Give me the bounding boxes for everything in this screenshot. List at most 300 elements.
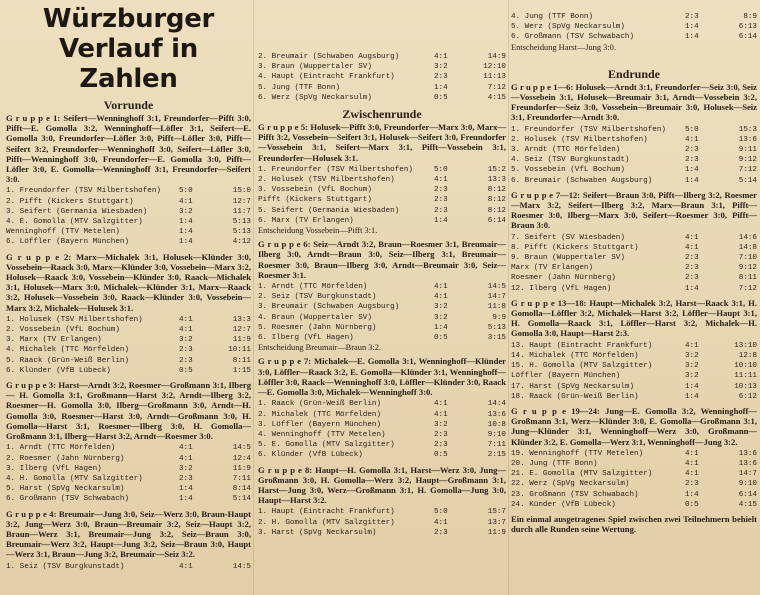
set-score: 9:12 — [738, 156, 757, 165]
group-3-table — [6, 443, 251, 504]
player-name: 5. Roesmer (Jahn Nürnberg) — [258, 323, 377, 332]
set-score: 8:12 — [487, 186, 506, 195]
standings-row — [511, 165, 757, 175]
group-1-6-results: G r u p p e 1—6: Holusek—Arndt 3:1, Freundorfer—Seiz 3:0, Seiz—Vossebein 3:1, Holusek—Breumair 3:1, Arndt—Vossebein 3:2, Freundorfer—Seiz 3:0, Vossebein—Breumair 3:0, Holusek—Seiz 3:1, Freundorfer—Arndt 3:0. — [511, 81, 757, 123]
set-score: 11:7 — [232, 207, 251, 216]
set-score: 9:12 — [738, 264, 757, 273]
set-score: 13:3 — [232, 315, 251, 324]
standings-row — [511, 392, 757, 402]
player-name: 1. Arndt (TTC Mörfelden) — [6, 444, 116, 453]
match-points: 0:5 — [179, 366, 193, 375]
group-5-table — [258, 165, 506, 226]
standings-row — [6, 207, 251, 217]
set-score: 15:3 — [738, 125, 757, 134]
standings-row — [258, 83, 506, 93]
player-name: 6. Ilberg (VfL Hagen) — [258, 334, 354, 343]
match-points: 1:4 — [685, 23, 699, 32]
match-points: 1:4 — [179, 238, 193, 247]
match-points: 1:4 — [179, 485, 193, 494]
match-points: 2:3 — [434, 196, 448, 205]
group-8-note: Entscheidung Harst—Jung 3:0. — [511, 42, 616, 52]
set-score: 5:14 — [232, 495, 251, 504]
match-points: 4:1 — [685, 243, 699, 252]
match-points: 5:0 — [434, 508, 448, 517]
standings-row — [258, 420, 506, 430]
match-points: 2:3 — [434, 441, 448, 450]
set-score: 9:10 — [487, 430, 506, 439]
player-name: 1. Haupt (Eintracht Frankfurt) — [258, 508, 395, 517]
group-6-table — [258, 282, 506, 343]
standings-row — [258, 302, 506, 312]
standings-row — [6, 366, 251, 376]
match-points: 2:3 — [685, 13, 699, 21]
standings-row — [258, 93, 506, 103]
standings-row — [511, 341, 757, 351]
player-name: 13. Haupt (Eintracht Frankfurt) — [511, 341, 653, 350]
match-points: 0:5 — [434, 93, 448, 102]
match-points: 3:2 — [434, 313, 448, 322]
set-score: 14:4 — [487, 400, 506, 409]
match-points: 1:4 — [685, 392, 699, 401]
standings-row — [258, 216, 506, 226]
set-score: 15:0 — [232, 187, 251, 196]
player-name: 5. Raack (Grün-Weiß Berlin) — [6, 356, 130, 365]
set-score: 11:9 — [232, 464, 251, 473]
footer-note: Ein einmal ausgetragenes Spiel zwischen zwei Teilnehmern behielt durch alle Runden seine Wertung. — [511, 513, 757, 535]
match-points: 3:2 — [434, 303, 448, 312]
match-points: 4:1 — [434, 518, 448, 527]
standings-row — [6, 345, 251, 355]
match-points: 4:1 — [179, 444, 193, 453]
player-name: 15. H. Gomolla (MTV Salzgitter) — [511, 362, 653, 371]
set-score: 4:12 — [232, 238, 251, 247]
player-name: 7. Seifert (SV Wiesbaden) — [511, 233, 625, 242]
match-points: 4:1 — [434, 400, 448, 409]
standings-row — [258, 507, 506, 517]
player-name: 5. E. Gomolla (MTV Salzgitter) — [258, 441, 395, 450]
group-19-24-results: G r u p p e 19—24: Jung—E. Gomolla 3:2, Wenninghoff—Großmann 3:1, Werz—Klünder 3:0, E. Gomolla—Großmann 3:1, Jung—Klünder 3:1, Wenninghoff—Werz 3:0, Großmann—Klünder 3:2, E. Gomolla—Werz 3:1, Wenninghoff—Jung 3:2. — [511, 405, 757, 447]
player-name: 3. Ilberg (VfL Hagen) — [6, 464, 102, 473]
match-points: 1:4 — [685, 284, 699, 293]
standings-row — [6, 484, 251, 494]
match-points: 0:5 — [685, 500, 699, 509]
player-name: 4. Wenninghoff (TTV Metelen) — [258, 430, 386, 439]
match-points: 4:1 — [685, 459, 699, 468]
set-score: 12:7 — [232, 197, 251, 206]
set-score: 14:9 — [487, 53, 506, 61]
player-name: 14. Michalek (TTC Mörfelden) — [511, 351, 639, 360]
set-score: 11:9 — [487, 528, 506, 537]
match-points: 4:1 — [685, 341, 699, 350]
set-score: 4:15 — [738, 500, 757, 509]
section-heading-endrunde: Endrunde — [607, 66, 661, 81]
player-name: 6. Marx (TV Erlangen) — [258, 216, 354, 225]
match-points: 2:3 — [434, 430, 448, 439]
match-points: 5:0 — [179, 187, 193, 196]
column-2 — [258, 52, 506, 542]
standings-row — [511, 490, 757, 500]
standings-row — [511, 125, 757, 135]
standings-row — [6, 335, 251, 345]
match-points: 3:2 — [179, 336, 193, 345]
set-score: 13:6 — [738, 449, 757, 458]
match-points: 2:3 — [179, 356, 193, 365]
player-name: 5. Werz (SpVg Neckarsulm) — [511, 23, 625, 32]
standings-row — [511, 233, 757, 243]
set-score: 5:13 — [232, 228, 251, 237]
standings-row — [6, 494, 251, 504]
player-name: 6. Breumair (Schwaben Augsburg) — [511, 176, 653, 185]
match-points: 4:1 — [434, 293, 448, 302]
match-points: 2:3 — [685, 264, 699, 273]
match-points: 4:1 — [434, 283, 448, 292]
player-name: 1. Freundorfer (TSV Milbertshofen) — [6, 187, 161, 196]
match-points: 4:1 — [685, 135, 699, 144]
set-score: 6:14 — [487, 216, 506, 225]
match-points: 4:1 — [179, 315, 193, 324]
set-score: 14:5 — [487, 283, 506, 292]
group-19-24-table — [511, 449, 757, 510]
player-name: 24. Künder (VfB Lübeck) — [511, 500, 616, 509]
set-score: 4:15 — [487, 93, 506, 102]
set-score: 8:9 — [743, 13, 757, 21]
group-4-results: G r u p p e 4: Breumair—Jung 3:0, Seiz—Werz 3:0, Braun-Haupt 3:2, Jung—Werz 3:0, Braun—Breumair 3:2, Seiz—Haupt 3:2, Braun—Werz 3:1, Breumair—Jung 3:2, Seiz—Braun 3:0, Breumair—Werz 3:2, Haupt—Jung 3:2, Seiz—Braun 3:0, Haupt—Werz 3:1, Braun—Jung 3:2, Breumair—Seiz 3:2. — [6, 508, 251, 560]
player-name: 2. Roesmer (Jahn Nürnberg) — [6, 454, 125, 463]
set-score: 8:14 — [232, 485, 251, 494]
set-score: 12:7 — [232, 326, 251, 335]
group-7-results: G r u p p e 7: Michalek—E. Gomolla 3:1, Wenninghoff—Klünder 3:0, Löffler—Raack 3:2, E. Gomolla—Klünder 3:1, Wenninghoff—Löffler 3:0, Raack—Wenninghoff 3:0, Löffler—Klünder 3:0, Raack—E. Gomolla 3:0, Michalek—Wenninghoff 3:0. — [258, 356, 506, 398]
set-score: 7:10 — [738, 254, 757, 263]
set-score: 6:13 — [738, 23, 757, 32]
set-score: 13:6 — [738, 459, 757, 468]
match-points: 2:3 — [685, 254, 699, 263]
group-2-results: G r u p p e 2: Marx—Michalek 3:1, Holusek—Klünder 3:0, Vossebein—Raack 3:0, Marx—Klünder 3:0, Vossebein—Marx 3:2, Holusek—Raack 3:0, Vossebein—Klünder 3:0, Raack—Michalek 3:1, Holusek—Marx 3:0, Michalek—Klünder 3:1, Marx—Raack 3:2, Holusek—Vossebein 3:0, Raack—Klünder 3:0, Vossebein—Marx 3:2, Michalek—Holusek 3:1. — [6, 251, 251, 313]
standings-row — [258, 195, 506, 205]
match-points: 2:3 — [434, 186, 448, 195]
match-points: 1:4 — [179, 228, 193, 237]
group-2-table — [6, 315, 251, 376]
group-13-18-table — [511, 341, 757, 402]
player-name: 18. Raack (Grün-Weiß Berlin) — [511, 392, 639, 401]
match-points: 1:4 — [179, 495, 193, 504]
set-score: 14:7 — [487, 293, 506, 302]
standings-row — [258, 72, 506, 82]
standings-row — [6, 227, 251, 237]
player-name: 8. Pifft (Kickers Stuttgart) — [511, 243, 639, 252]
player-name: 5. Seifert (Germania Wiesbaden) — [258, 206, 400, 215]
group-4-table-continued — [258, 52, 506, 103]
set-score: 9:9 — [492, 313, 506, 322]
standings-row — [258, 450, 506, 460]
player-name: 23. Großmann (TSV Schwabach) — [511, 490, 639, 499]
set-score: 8:11 — [738, 274, 757, 283]
player-name: 1. Freundorfer (TSV Milbertshofen) — [511, 125, 666, 134]
standings-row — [511, 449, 757, 459]
player-name: 1. Arndt (TTC Mörfelden) — [258, 283, 368, 292]
set-score: 8:12 — [487, 206, 506, 215]
set-score: 10:10 — [734, 362, 757, 371]
match-points: 0:5 — [434, 334, 448, 343]
match-points: 2:3 — [685, 480, 699, 489]
match-points: 1:4 — [685, 176, 699, 185]
standings-row — [511, 32, 757, 42]
group-1-results: G r u p p e 1: Seifert—Wenninghoff 3:1, Freundorfer—Pifft 3:0, Pifft—E. Gomolla 3:2, Wenninghoff—Löfler 3:1, Seifert—E. Gomolla 3:0, Freundorfer—Löfler 3:0, Pifft—Löfler 3:0, Pifft—Seifert 3:2, Freundorfer—Wenninghoff 3:0, Seifert—Löfler 3:0, Pifft—Wenninghoff 3:0, Freundorfer—E. Gomolla 3:0, Pifft—Löfler 3:0, E. Gomolla—Wenninghoff 3:1, Freundorfer—Seifert 3:0. — [6, 113, 251, 185]
standings-row — [6, 186, 251, 196]
player-name: 3. Löffler (Bayern München) — [258, 420, 382, 429]
player-name: 4. Seiz (TSV Burgkunstadt) — [511, 156, 630, 165]
group-3-results: G r u p p e 3: Harst—Arndt 3:2, Roesmer—Großmann 3:1, Ilberg — H. Gomolla 3:1, Großmann—Harst 3:2, Arndt—Ilberg 3:2, Roesmer—H. Gomolla 3:0, Ilberg—Großmann 3:0, Arndt—H. Gomolla 3:0, Roesmer—Harst 3:0, Arndt—Großmann 3:0, H. Gomolla—Harst 3:1, Roesmer—Ilberg 3:0, H. Gomolla—Großmann 3:1, Ilberg—Harst 3:2, Arndt—Roesmer 3:0. — [6, 380, 251, 442]
standings-row — [6, 237, 251, 247]
player-name: 20. Jung (TTF Bonn) — [511, 459, 598, 468]
player-name: 3. Marx (TV Erlangen) — [6, 336, 102, 345]
set-score: 7:12 — [738, 166, 757, 175]
standings-row — [511, 263, 757, 273]
standings-row — [511, 500, 757, 510]
player-name: 1. Holusek (TSV Milbertshofen) — [6, 315, 143, 324]
player-name: 2. Seiz (TSV Burgkunstadt) — [258, 293, 377, 302]
player-name: 19. Wenninghoff (TTV Metelen) — [511, 449, 644, 458]
match-points: 2:3 — [434, 206, 448, 215]
player-name: 3. Harst (SpVg Neckarsulm) — [258, 528, 377, 537]
standings-row — [258, 518, 506, 528]
player-name: Roesmer (Jahn Nürnberg) — [511, 274, 616, 283]
standings-row — [6, 197, 251, 207]
set-score: 2:15 — [487, 451, 506, 460]
standings-row — [6, 464, 251, 474]
section-heading-zwischenrunde: Zwischenrunde — [342, 107, 422, 122]
set-score: 10:8 — [487, 420, 506, 429]
player-name: Löffler (Bayern München) — [511, 372, 621, 381]
player-name: 6. Klünder (VfB Lübeck) — [258, 451, 363, 460]
group-5-note: Entscheidung Vossebein—Pifft 3:1. — [258, 226, 378, 236]
set-score: 6:14 — [738, 33, 757, 42]
group-6-note: Entscheidung Breumair—Braun 3:2. — [258, 343, 382, 353]
standings-row — [511, 382, 757, 392]
set-score: 11:11 — [734, 372, 757, 381]
set-score: 9:11 — [738, 146, 757, 155]
page-title: Würzburger Verlauf in Zahlen — [42, 4, 215, 94]
match-points: 3:2 — [179, 464, 193, 473]
match-points: 5:0 — [434, 165, 448, 174]
match-points: 1:4 — [685, 166, 699, 175]
standings-row — [258, 52, 506, 62]
match-points: 4:1 — [179, 454, 193, 463]
standings-row — [6, 562, 251, 572]
player-name: Marx (TV Erlangen) — [511, 264, 594, 273]
match-points: 3:2 — [434, 63, 448, 72]
player-name: 4. E. Gomolla (MTV Salzgitter) — [6, 218, 143, 227]
set-score: 11:13 — [483, 73, 506, 82]
set-score: 13:7 — [487, 518, 506, 527]
set-score: 6:14 — [738, 490, 757, 499]
group-1-table — [6, 186, 251, 247]
standings-row — [511, 284, 757, 294]
set-score: 9:10 — [738, 480, 757, 489]
standings-row — [6, 474, 251, 484]
match-points: 1:4 — [434, 83, 448, 92]
player-name: 1. Raack (Grün-Weiß Berlin) — [258, 400, 382, 409]
standings-row — [6, 325, 251, 335]
column-1 — [6, 0, 251, 576]
standings-row — [511, 135, 757, 145]
standings-row — [511, 479, 757, 489]
column-divider — [508, 0, 509, 595]
set-score: 13:6 — [738, 135, 757, 144]
standings-row — [258, 333, 506, 343]
set-score: 10:13 — [734, 382, 757, 391]
match-points: 3:2 — [685, 351, 699, 360]
set-score: 15:2 — [487, 165, 506, 174]
standings-row — [258, 206, 506, 216]
player-name: 2. Michalek (TTC Mörfelden) — [258, 410, 382, 419]
player-name: 2. Holusek (TSV Milbertshofen) — [258, 176, 395, 185]
match-points: 2:3 — [685, 274, 699, 283]
player-name: 4. H. Gomolla (MTV Salzgitter) — [6, 474, 143, 483]
standings-row — [258, 282, 506, 292]
player-name: 3. Vossebein (VfL Bochum) — [258, 186, 372, 195]
standings-row — [511, 361, 757, 371]
standings-row — [258, 313, 506, 323]
match-points: 0:5 — [434, 451, 448, 460]
player-name: 6. Großmann (TSV Schwabach) — [511, 33, 635, 42]
player-name: 4. Michalek (TTC Mörfelden) — [6, 346, 130, 355]
set-score: 12:10 — [483, 63, 506, 72]
standings-row — [6, 315, 251, 325]
set-score: 14:7 — [738, 470, 757, 479]
standings-row — [258, 323, 506, 333]
set-score: 8:11 — [232, 356, 251, 365]
player-name: 2. H. Gomolla (MTV Salzgitter) — [258, 518, 395, 527]
player-name: 6. Klünder (VfB Lübeck) — [6, 366, 111, 375]
match-points: 2:3 — [434, 528, 448, 537]
set-score: 1:15 — [232, 366, 251, 375]
match-points: 3:2 — [685, 362, 699, 371]
match-points: 2:3 — [685, 156, 699, 165]
standings-row — [258, 430, 506, 440]
standings-row — [511, 176, 757, 186]
player-name: 6. Löffler (Bayern München) — [6, 238, 130, 247]
standings-row — [511, 12, 757, 22]
group-8-table-continued — [511, 12, 757, 43]
set-score: 7:11 — [232, 474, 251, 483]
match-points: 4:1 — [179, 197, 193, 206]
player-name: 3. Braun (Wuppertaler SV) — [258, 63, 372, 72]
set-score: 14:5 — [232, 444, 251, 453]
standings-row — [258, 175, 506, 185]
match-points: 4:1 — [434, 410, 448, 419]
set-score: 6:12 — [738, 392, 757, 401]
standings-row — [258, 292, 506, 302]
player-name: Pifft (Kickers Stuttgart) — [258, 196, 372, 205]
match-points: 1:4 — [179, 218, 193, 227]
standings-row — [6, 454, 251, 464]
match-points: 1:4 — [685, 490, 699, 499]
set-score: 11:8 — [487, 303, 506, 312]
group-8-table — [258, 507, 506, 538]
match-points: 4:1 — [179, 562, 193, 571]
set-score: 11:9 — [232, 336, 251, 345]
standings-row — [6, 356, 251, 366]
set-score: 5:13 — [487, 323, 506, 332]
match-points: 1:4 — [434, 323, 448, 332]
set-score: 14:6 — [738, 233, 757, 242]
match-points: 4:1 — [434, 53, 448, 61]
group-13-18-results: G r u p p e 13—18: Haupt—Michalek 3:2, Harst—Raack 3:1, H. Gomolla—Löffler 3:2, Michalek—Harst 3:2, Löffler—Haupt 3:1, H. Gomolla—Raack 3:1, Löffler—Harst 3:2, Michalek—H. Gomolla 3:0, Haupt—Harst 2:3. — [511, 297, 757, 339]
match-points: 2:3 — [685, 146, 699, 155]
player-name: 21. E. Gomolla (MTV Salzgitter) — [511, 470, 653, 479]
standings-row — [511, 459, 757, 469]
standings-row — [511, 351, 757, 361]
match-points: 1:4 — [685, 382, 699, 391]
set-score: 12:8 — [738, 351, 757, 360]
match-points: 3:2 — [179, 207, 193, 216]
standings-row — [258, 440, 506, 450]
group-5-results: G r u p p e 5: Holusek—Pifft 3:0, Freundorfer—Marx 3:0, Marx—Pifft 3:2, Vossebein—Seifert 3:1, Holusek—Seifert 3:0, Freundorfer—Vossebein 3:1, Seifert—Marx 3:1, Pifft—Vossebein 3:1, Freundorfer—Holusek 3:1. — [258, 122, 506, 163]
player-name: 2. Pifft (Kickers Stuttgart) — [6, 197, 134, 206]
group-8-results: G r u p p e 8: Haupt—H. Gomolla 3:1, Harst—Werz 3:0, Jung—Großmann 3:0, H. Gomolla—Werz 3:2, Haupt—Großmann 3:1, Harst—Jung 3:0, Werz—Großmann 3:1, H. Gomolla—Jung 3:0, Haupt—Harst 3:2. — [258, 464, 506, 506]
match-points: 1:4 — [434, 216, 448, 225]
player-name: 3. Breumair (Schwaben Augsburg) — [258, 303, 400, 312]
player-name: 6. Großmann (TSV Schwabach) — [6, 495, 130, 504]
player-name: 4. Jung (TTF Bonn) — [511, 13, 594, 21]
set-score: 7:11 — [487, 441, 506, 450]
set-score: 13:6 — [487, 410, 506, 419]
group-6-results: G r u p p e 6: Seiz—Arndt 3:2, Braun—Roesmer 3:1, Breumair—Ilberg 3:0, Arndt—Braun 3:0, Seiz—Ilberg 3:1, Breumair—Roesmer 3:0, Braun—Ilberg 3:0, Arndt—Breumair 3:0, Seiz—Roesmer 3:1. — [258, 239, 506, 280]
standings-row — [511, 469, 757, 479]
group-4-table — [6, 562, 251, 572]
set-score: 8:12 — [487, 196, 506, 205]
match-points: 4:1 — [179, 326, 193, 335]
player-name: 6. Werz (SpVg Neckarsulm) — [258, 93, 372, 102]
player-name: 5. Vossebein (VfL Bochum) — [511, 166, 625, 175]
standings-row — [511, 253, 757, 263]
standings-row — [6, 217, 251, 227]
section-heading-vorrunde: Vorrunde — [103, 98, 154, 112]
set-score: 13:10 — [734, 341, 757, 350]
player-name: 9. Braun (Wuppertaler SV) — [511, 254, 625, 263]
player-name: 5. Harst (SpVg Neckarsulm) — [6, 485, 125, 494]
set-score: 13:3 — [487, 176, 506, 185]
group-7-12-results: G r u p p e 7—12: Seifert—Braun 3:0, Pifft—Ilberg 3:2, Roesmer—Marx 3:2, Seifert—Ilberg 3:2, Marx—Braun 3:1, Pifft—Roesmer 3:0, Ilberg—Marx 3:0, Seifert—Roesmer 3:0, Pifft—Braun 3:0. — [511, 189, 757, 231]
standings-row — [258, 399, 506, 409]
match-points: 3:2 — [685, 372, 699, 381]
match-points: 2:3 — [179, 346, 193, 355]
match-points: 4:1 — [685, 233, 699, 242]
set-score: 14:8 — [738, 243, 757, 252]
player-name: 4. Haupt (Eintracht Frankfurt) — [258, 73, 395, 82]
player-name: 4. Braun (Wuppertaler SV) — [258, 313, 372, 322]
player-name: 3. Arndt (TTC Mörfelden) — [511, 146, 621, 155]
match-points: 4:1 — [685, 470, 699, 479]
match-points: 1:4 — [685, 33, 699, 42]
player-name: 2. Vossebein (VfL Bochum) — [6, 326, 120, 335]
player-name: 17. Harst (SpVg Neckarsulm) — [511, 382, 635, 391]
set-score: 7:12 — [738, 284, 757, 293]
group-7-12-table — [511, 233, 757, 294]
set-score: 5:13 — [232, 218, 251, 227]
player-name: 1. Seiz (TSV Burgkunstadt) — [6, 562, 125, 571]
match-points: 2:3 — [434, 73, 448, 82]
group-1-6-table — [511, 125, 757, 186]
match-points: 4:1 — [685, 449, 699, 458]
player-name: 1. Freundorfer (TSV Milbertshofen) — [258, 165, 413, 174]
player-name: 2. Holusek (TSV Milbertshofen) — [511, 135, 648, 144]
set-score: 15:7 — [487, 508, 506, 517]
standings-row — [511, 273, 757, 283]
standings-row — [511, 371, 757, 381]
player-name: 2. Breumair (Schwaben Augsburg) — [258, 53, 400, 61]
match-points: 3:2 — [434, 420, 448, 429]
